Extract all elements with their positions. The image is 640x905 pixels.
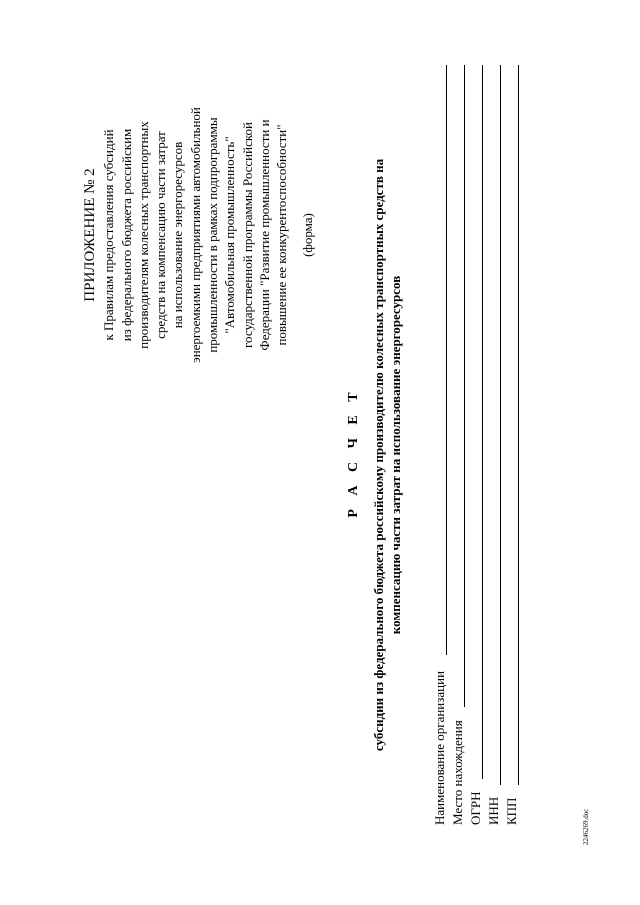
appendix-line: государственной программы Российской (239, 122, 255, 348)
field-underline (446, 65, 447, 655)
appendix-line: энергоемкими предприятиями автомобильной (187, 107, 203, 363)
appendix-line: из федерального бюджета российским (118, 128, 134, 342)
field-label: КПП (504, 794, 520, 825)
field-label: ОГРН (468, 787, 484, 825)
appendix-line: Федерации "Развитие промышленности и (256, 119, 272, 351)
appendix-line: производителям колесных транспортных (135, 121, 151, 349)
field-underline (500, 65, 501, 785)
field-organization-name (432, 65, 450, 825)
appendix-line: к Правилам предоставления субсидий (101, 129, 117, 341)
organization-fields (432, 65, 522, 825)
form-label: (форма) (299, 213, 315, 257)
field-underline (482, 65, 483, 779)
field-inn (486, 65, 504, 825)
field-underline (518, 65, 519, 785)
calculation-title: Р А С Ч Е Т (346, 387, 361, 518)
appendix-block (82, 85, 316, 385)
appendix-line: промышленности в рамках подпрограммы (205, 117, 221, 353)
calculation-subtitle-line: компенсацию части затрат на использование энергоресурсов (388, 275, 403, 635)
field-label: ИНН (486, 793, 502, 825)
appendix-line: "Автомобильная промышленность" (222, 136, 238, 334)
calculation-subtitle (370, 85, 404, 825)
appendix-line: на использование энергоресурсов (170, 141, 186, 329)
calculation-subtitle-line: субсидии из федерального бюджета российскому производителю колесных транспортных средств на (371, 158, 386, 752)
field-label: Наименование организации (432, 667, 448, 825)
field-underline (464, 65, 465, 707)
field-location (450, 65, 468, 825)
appendix-title: ПРИЛОЖЕНИЕ № 2 (82, 168, 98, 302)
document-reference: 2246269.doc (582, 808, 590, 845)
field-label: Место нахождения (450, 716, 466, 825)
field-ogrn (468, 65, 486, 825)
field-kpp (504, 65, 522, 825)
appendix-line: средств на компенсацию части затрат (153, 131, 169, 339)
appendix-line: повышение ее конкурентоспособности" (274, 124, 290, 346)
